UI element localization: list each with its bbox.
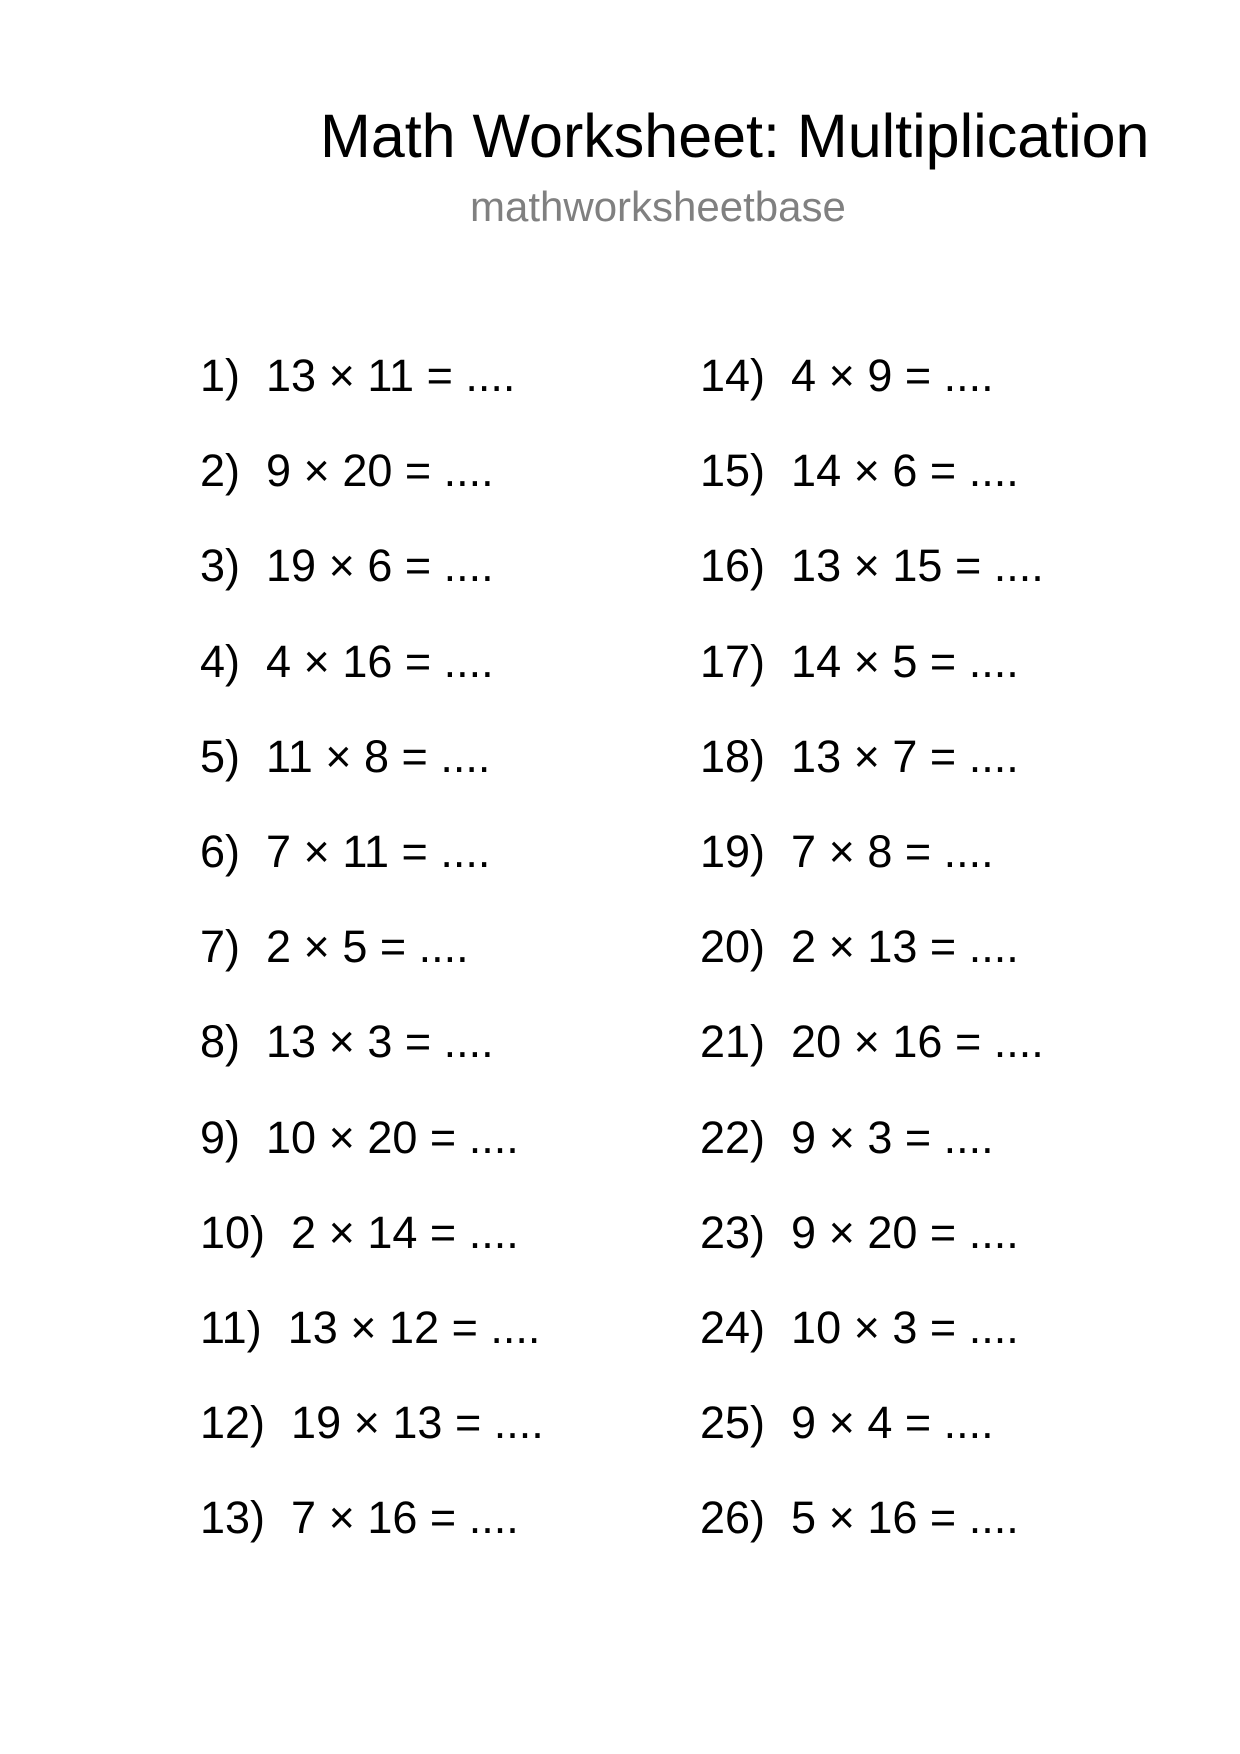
problem-expression: 13 × 11 = ....: [266, 350, 516, 401]
problem-expression: 13 × 7 = ....: [791, 730, 1019, 782]
problem-number: 6): [200, 825, 241, 877]
problem-expression: 19 × 6 = ....: [266, 540, 494, 592]
problem-item: [200, 1300, 544, 1395]
problem-number: 21): [700, 1016, 766, 1068]
problem-item: [700, 1014, 1044, 1109]
problem-expression: 7 × 11 = ....: [266, 825, 491, 877]
problem-expression: 13 × 15 = ....: [791, 540, 1044, 592]
problem-number: 5): [200, 730, 241, 782]
problem-item: [200, 538, 544, 633]
problem-item: [200, 443, 544, 538]
problem-number: 16): [700, 540, 766, 592]
problem-expression: 2 × 5 = ....: [266, 921, 469, 973]
problem-item: [700, 1395, 1044, 1490]
problem-number: 12): [200, 1397, 266, 1449]
problem-item: [700, 1110, 1044, 1205]
problem-expression: 9 × 4 = ....: [791, 1397, 994, 1449]
problem-expression: 14 × 6 = ....: [791, 445, 1019, 497]
problem-number: 14): [700, 350, 766, 401]
problem-item: [200, 824, 544, 919]
problem-number: 7): [200, 921, 241, 973]
problem-item: [200, 634, 544, 729]
problem-expression: 20 × 16 = ....: [791, 1016, 1044, 1068]
problem-number: 1): [200, 350, 241, 401]
problem-expression: 7 × 16 = ....: [291, 1492, 519, 1544]
problem-expression: 2 × 14 = ....: [291, 1206, 519, 1258]
problem-number: 15): [700, 445, 766, 497]
problem-expression: 13 × 12 = ....: [287, 1301, 541, 1353]
problem-number: 11): [200, 1301, 262, 1353]
problem-number: 20): [700, 921, 766, 973]
problem-number: 9): [200, 1111, 241, 1163]
problem-number: 26): [700, 1492, 766, 1544]
problem-expression: 19 × 13 = ....: [291, 1397, 544, 1449]
problem-expression: 4 × 9 = ....: [791, 350, 994, 401]
problem-number: 10): [200, 1206, 266, 1258]
problem-number: 17): [700, 635, 766, 687]
problem-item: [200, 348, 544, 443]
problem-number: 25): [700, 1397, 766, 1449]
problem-item: [700, 538, 1044, 633]
problem-number: 22): [700, 1111, 766, 1163]
problem-number: 23): [700, 1206, 766, 1258]
problem-expression: 10 × 20 = ....: [266, 1111, 519, 1163]
problem-item: [200, 1395, 544, 1490]
problem-expression: 11 × 8 = ....: [266, 730, 491, 782]
problem-number: 19): [700, 825, 766, 877]
problem-expression: 9 × 20 = ....: [791, 1206, 1019, 1258]
problem-item: [700, 443, 1044, 538]
problem-expression: 9 × 3 = ....: [791, 1111, 994, 1163]
problem-item: [700, 1205, 1044, 1300]
problem-expression: 13 × 3 = ....: [266, 1016, 494, 1068]
problem-item: [700, 1490, 1044, 1585]
problem-item: [200, 919, 544, 1014]
problem-number: 2): [200, 445, 241, 497]
problem-item: [200, 729, 544, 824]
page-subtitle: mathworksheetbase: [470, 183, 846, 230]
problem-number: 24): [700, 1301, 766, 1353]
problem-item: [700, 1300, 1044, 1395]
problem-item: [700, 634, 1044, 729]
problem-expression: 7 × 8 = ....: [791, 825, 994, 877]
problem-column-right: [700, 348, 1044, 1585]
problem-item: [200, 1490, 544, 1585]
problem-item: [200, 1110, 544, 1205]
problem-expression: 10 × 3 = ....: [791, 1301, 1019, 1353]
problem-item: [200, 1014, 544, 1109]
problem-item: [700, 729, 1044, 824]
problem-expression: 5 × 16 = ....: [791, 1492, 1019, 1544]
problem-expression: 14 × 5 = ....: [791, 635, 1019, 687]
page-title: Math Worksheet: Multiplication: [320, 102, 1150, 170]
problem-number: 8): [200, 1016, 241, 1068]
problem-number: 4): [200, 635, 241, 687]
problem-number: 3): [200, 540, 241, 592]
problem-item: [700, 348, 1044, 443]
problem-number: 18): [700, 730, 766, 782]
problem-expression: 9 × 20 = ....: [266, 445, 494, 497]
problem-expression: 2 × 13 = ....: [791, 921, 1019, 973]
problem-item: [200, 1205, 544, 1300]
problem-expression: 4 × 16 = ....: [266, 635, 494, 687]
problem-item: [700, 824, 1044, 919]
problem-number: 13): [200, 1492, 266, 1544]
problem-item: [700, 919, 1044, 1014]
problem-column-left: [200, 348, 544, 1585]
